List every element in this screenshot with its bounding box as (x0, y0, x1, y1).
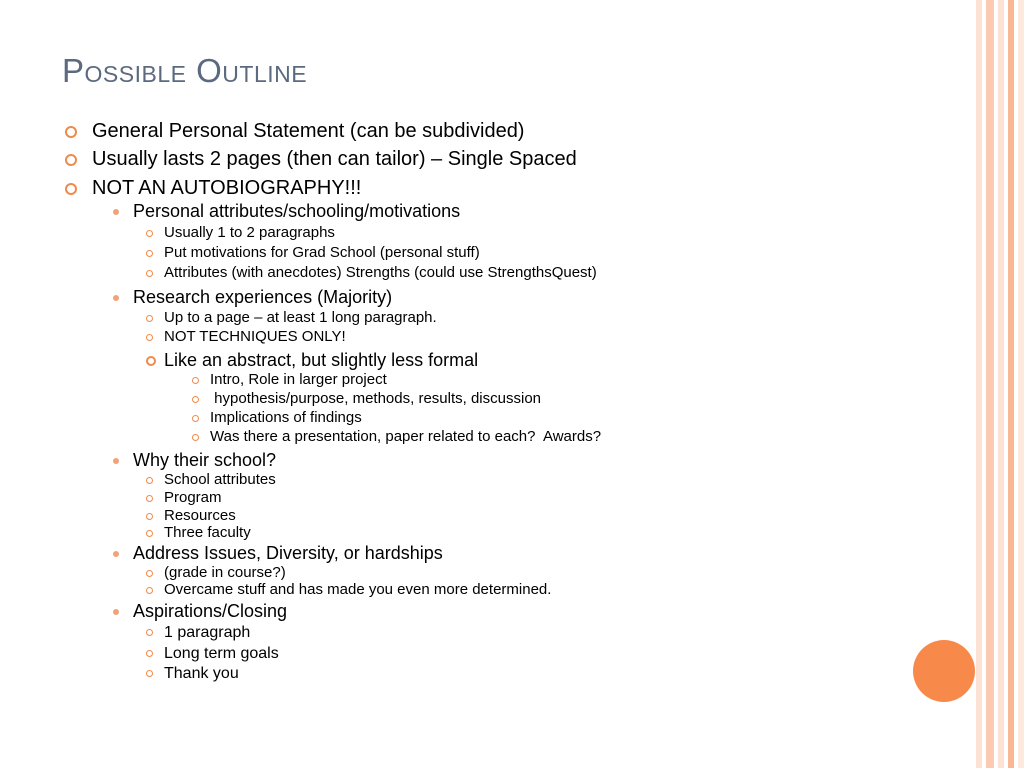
list-item: Research experiences (Majority) (133, 287, 392, 307)
small-ring-bullet-icon (146, 477, 153, 484)
list-item: Usually 1 to 2 paragraphs (164, 224, 335, 242)
decorative-orange-circle (913, 640, 975, 702)
small-ring-bullet-icon (146, 650, 153, 657)
stripe (986, 0, 994, 768)
list-item: Overcame stuff and has made you even more determined. (164, 581, 551, 599)
list-item: Three faculty (164, 524, 251, 542)
small-ring-bullet-icon (192, 415, 199, 422)
list-item: (grade in course?) (164, 564, 286, 582)
small-ring-bullet-icon (192, 377, 199, 384)
small-ring-bullet-icon (146, 670, 153, 677)
list-item: Intro, Role in larger project (210, 371, 387, 389)
small-ring-bullet-icon (146, 513, 153, 520)
list-item: Like an abstract, but slightly less formal (164, 349, 478, 371)
list-item: Put motivations for Grad School (personal stuff) (164, 244, 480, 262)
small-ring-bullet-icon (146, 495, 153, 502)
small-ring-bullet-icon (146, 629, 153, 636)
list-item: NOT TECHNIQUES ONLY! (164, 328, 346, 346)
list-item: Up to a page – at least 1 long paragraph. (164, 309, 437, 327)
stripe (1008, 0, 1014, 768)
slide-title: Possible Outline (62, 52, 308, 89)
list-item: School attributes (164, 471, 276, 489)
dot-bullet-icon (113, 609, 119, 615)
small-ring-bullet-icon (146, 587, 153, 594)
small-ring-bullet-icon (192, 434, 199, 441)
stripe (998, 0, 1004, 768)
small-ring-bullet-icon (192, 396, 199, 403)
ring-bullet-icon (65, 154, 77, 166)
list-item: Aspirations/Closing (133, 601, 287, 621)
ring-bullet-icon (65, 126, 77, 138)
small-ring-bullet-icon (146, 230, 153, 237)
stripe (1018, 0, 1024, 768)
dot-bullet-icon (113, 458, 119, 464)
list-item: Was there a presentation, paper related to each? Awards? (210, 428, 601, 446)
small-ring-bullet-icon (146, 570, 153, 577)
list-item: Usually lasts 2 pages (then can tailor) – Single Spaced (92, 147, 577, 171)
list-item: Long term goals (164, 644, 279, 664)
small-ring-bullet-icon (146, 315, 153, 322)
stripe (976, 0, 982, 768)
dot-bullet-icon (113, 551, 119, 557)
list-item: Attributes (with anecdotes) Strengths (could use StrengthsQuest) (164, 264, 597, 282)
list-item: 1 paragraph (164, 623, 250, 643)
list-item: Personal attributes/schooling/motivations (133, 201, 460, 221)
decorative-side-stripes (976, 0, 1024, 768)
dot-bullet-icon (113, 209, 119, 215)
list-item: Thank you (164, 664, 239, 684)
list-item: hypothesis/purpose, methods, results, discussion (210, 390, 541, 408)
list-item: Program (164, 489, 222, 507)
list-item: Address Issues, Diversity, or hardships (133, 543, 443, 563)
list-item: Why their school? (133, 450, 276, 470)
small-ring-bullet-icon (146, 250, 153, 257)
small-ring-bullet-icon (146, 530, 153, 537)
list-item: Resources (164, 507, 236, 525)
small-ring-bullet-icon (146, 356, 156, 366)
dot-bullet-icon (113, 295, 119, 301)
list-item: General Personal Statement (can be subdivided) (92, 119, 524, 143)
list-item: Implications of findings (210, 409, 362, 427)
ring-bullet-icon (65, 183, 77, 195)
small-ring-bullet-icon (146, 270, 153, 277)
list-item: NOT AN AUTOBIOGRAPHY!!! (92, 176, 361, 200)
small-ring-bullet-icon (146, 334, 153, 341)
